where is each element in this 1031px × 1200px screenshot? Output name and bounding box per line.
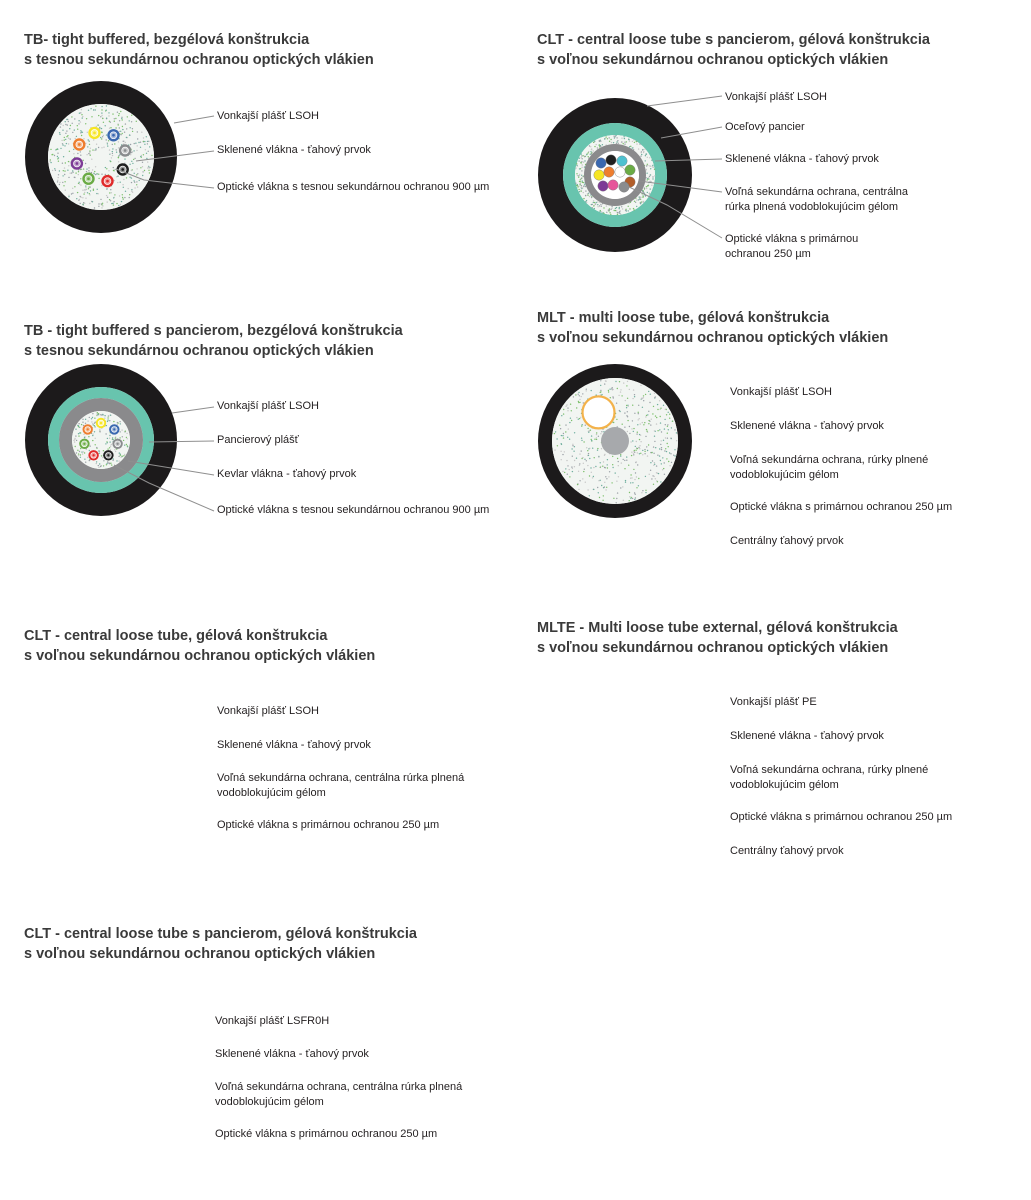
title-line-1: MLTE - Multi loose tube external, gélová konštrukcia [537, 620, 898, 636]
label-glass-yarn: Sklenené vlákna - ťahový prvok [725, 153, 879, 165]
buffered-fiber [73, 138, 85, 150]
label-outer-jacket: Vonkajší plášť LSOH [217, 400, 319, 412]
label-glass-yarn: Sklenené vlákna - ťahový prvok [215, 1048, 369, 1060]
title-line-2: s voľnou sekundárnou ochranou optických vlákien [537, 640, 889, 656]
buffered-fiber [71, 157, 83, 169]
loose-tube [583, 396, 615, 428]
label-primary-fibers: Optické vlákna s primárnou ochranou 250 µm [217, 819, 440, 831]
label-outer-jacket: Vonkajší plášť LSFR0H [215, 1015, 330, 1027]
label-primary-fibers: Optické vlákna s primárnou ochranou 250 µm [215, 1128, 438, 1140]
buffered-fiber [88, 127, 100, 139]
title-line-1: MLT - multi loose tube, gélová konštrukcia [537, 310, 830, 326]
buffered-fiber [96, 418, 106, 428]
cable-cross-section-diagram [24, 30, 524, 230]
buffered-fiber [112, 439, 122, 449]
buffered-fiber [103, 450, 113, 460]
buffered-fiber [107, 129, 119, 141]
title-line-2: s tesnou sekundárnou ochranou optických vlákien [24, 52, 374, 68]
leader-line [172, 407, 214, 413]
cable-cross-section-diagram [24, 626, 324, 776]
label-loose-tube: Voľná sekundárna ochrana, centrálna rúrka plnená vodoblokujúcim gélom [217, 772, 465, 799]
label-central-strength-member: Centrálny ťahový prvok [730, 535, 844, 547]
label-kevlar-yarn: Kevlar vlákna - ťahový prvok [217, 468, 357, 480]
buffered-fiber [82, 173, 94, 185]
title-line-2: s tesnou sekundárnou ochranou optických vlákien [24, 343, 374, 359]
title-line-1: CLT - central loose tube s pancierom, gélová konštrukcia [537, 32, 930, 48]
title-line-1: CLT - central loose tube, gélová konštrukcia [24, 628, 328, 644]
label-glass-yarn: Sklenené vlákna - ťahový prvok [217, 739, 371, 751]
label-armor-sheath: Pancierový plášť [217, 434, 299, 446]
title-line-2: s voľnou sekundárnou ochranou optických vlákien [537, 52, 889, 68]
label-tight-buffered-fibers: Optické vlákna s tesnou sekundárnou ochranou 900 µm [217, 181, 490, 193]
label-central-strength-member: Centrálny ťahový prvok [730, 845, 844, 857]
cable-cross-section-diagram [537, 618, 837, 768]
label-primary-fibers: Optické vlákna s primárnou ochranou 250 µm [730, 501, 953, 513]
leader-line [647, 96, 722, 106]
buffered-fiber [101, 175, 113, 187]
label-outer-jacket: Vonkajší plášť PE [730, 696, 817, 708]
title-line-1: TB - tight buffered s pancierom, bezgélová konštrukcia [24, 323, 403, 339]
label-loose-tube: Voľná sekundárna ochrana, centrálna rúrka plnená vodoblokujúcim gélom [725, 186, 909, 213]
label-loose-tubes: Voľná sekundárna ochrana, rúrky plnené vodoblokujúcim gélom [730, 764, 929, 791]
label-outer-jacket: Vonkajší plášť LSOH [217, 110, 319, 122]
title-line-1: CLT - central loose tube s pancierom, gélová konštrukcia [24, 926, 417, 942]
label-outer-jacket: Vonkajší plášť LSOH [730, 386, 832, 398]
label-loose-tubes: Voľná sekundárna ochrana, rúrky plnené vodoblokujúcim gélom [730, 454, 929, 481]
label-glass-yarn: Sklenené vlákna - ťahový prvok [730, 730, 884, 742]
title-line-2: s voľnou sekundárnou ochranou optických vlákien [24, 648, 376, 664]
label-tight-buffered-fibers: Optické vlákna s tesnou sekundárnou ochranou 900 µm [217, 504, 490, 516]
label-loose-tube: Voľná sekundárna ochrana, centrálna rúrka plnená vodoblokujúcim gélom [215, 1081, 463, 1108]
buffered-fiber [83, 424, 93, 434]
label-outer-jacket: Vonkajší plášť LSOH [217, 705, 319, 717]
title-line-1: TB- tight buffered, bezgélová konštrukcia [24, 32, 310, 48]
leader-line [174, 116, 214, 123]
title-line-2: s voľnou sekundárnou ochranou optických vlákien [537, 330, 889, 346]
central-strength-member [601, 427, 629, 455]
label-glass-yarn: Sklenené vlákna - ťahový prvok [730, 420, 884, 432]
buffered-fiber [119, 144, 131, 156]
buffered-fiber [79, 439, 89, 449]
label-outer-jacket: Vonkajší plášť LSOH [725, 91, 827, 103]
label-primary-fibers: Optické vlákna s primárnou ochranou 250 µm [725, 233, 859, 260]
label-steel-armor: Oceľový pancier [725, 121, 805, 133]
label-primary-fibers: Optické vlákna s primárnou ochranou 250 µm [730, 811, 953, 823]
label-glass-yarn: Sklenené vlákna - ťahový prvok [217, 144, 371, 156]
buffered-fiber [109, 424, 119, 434]
title-line-2: s voľnou sekundárnou ochranou optických vlákien [24, 946, 376, 962]
buffered-fiber [88, 450, 98, 460]
